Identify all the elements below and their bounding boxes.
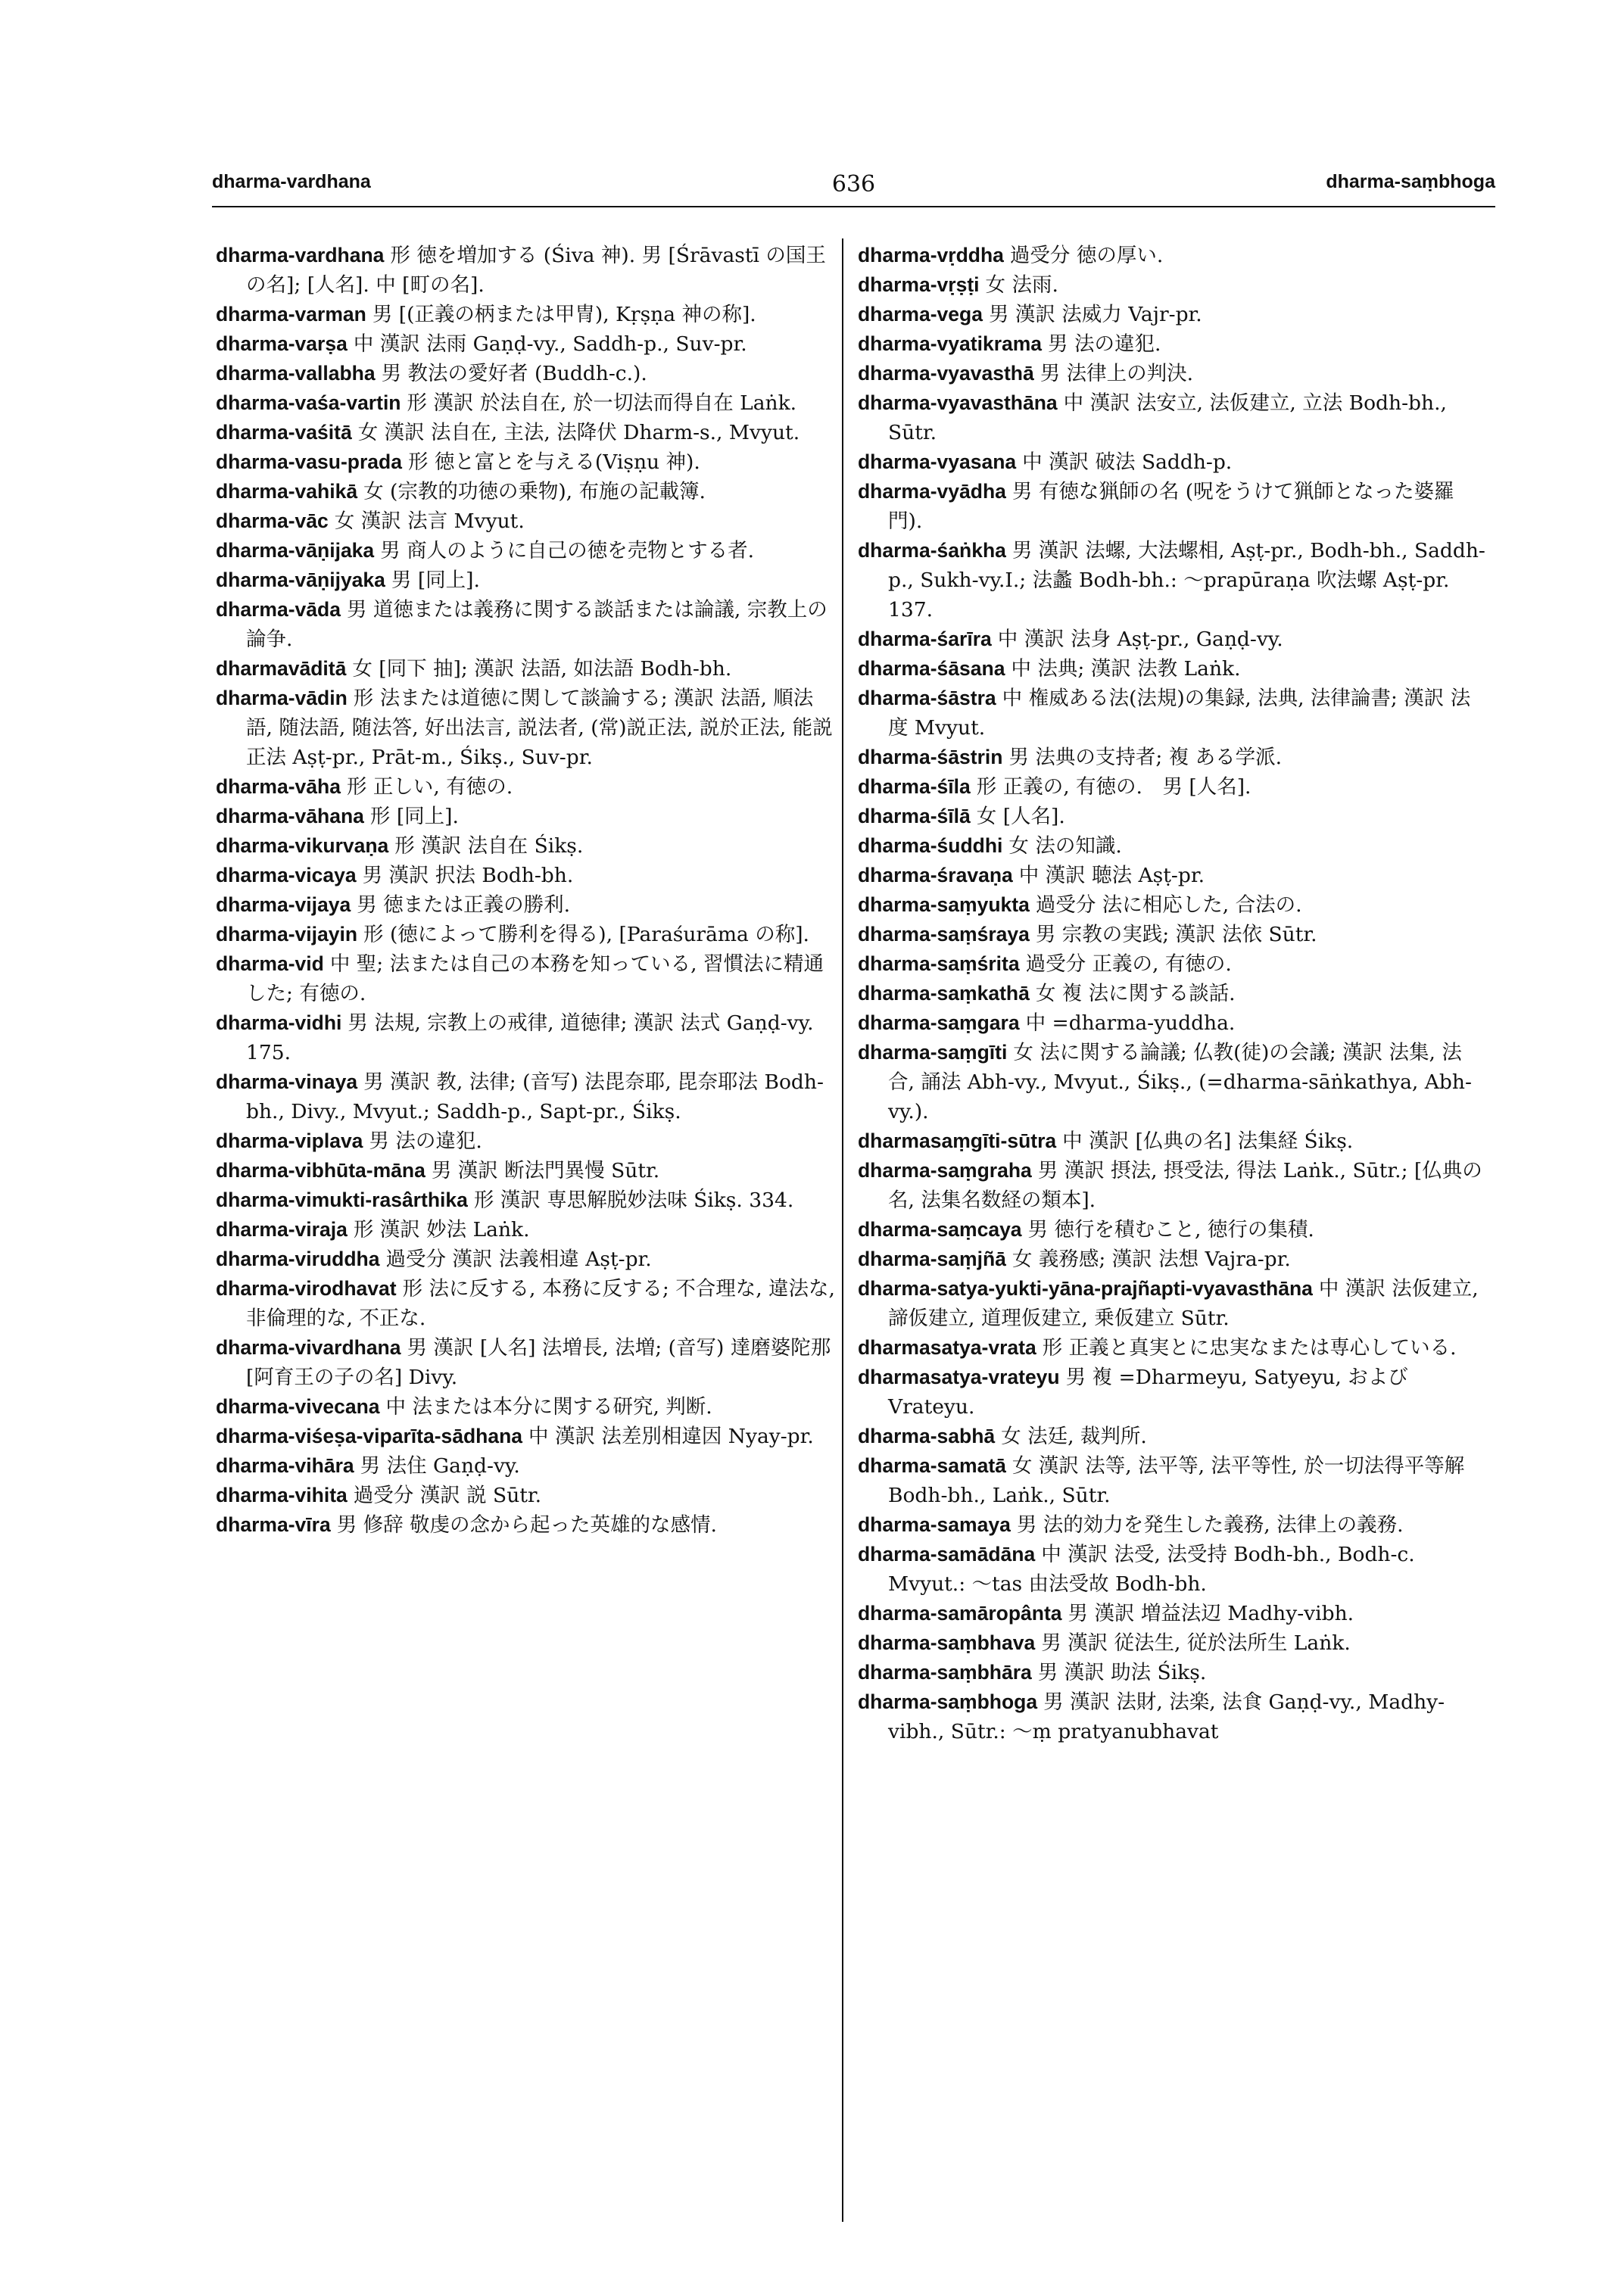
dictionary-entry xyxy=(216,595,837,654)
header-rule xyxy=(212,206,1495,207)
dictionary-entry xyxy=(858,743,1486,772)
dictionary-entry xyxy=(216,802,837,831)
dictionary-entry xyxy=(216,949,837,1008)
dictionary-entry xyxy=(858,1422,1486,1451)
headword: dharma-vaśitā xyxy=(216,421,352,444)
dictionary-entry xyxy=(858,1363,1486,1422)
dictionary-entry xyxy=(858,329,1486,359)
dictionary-entry xyxy=(858,388,1486,447)
dictionary-entry xyxy=(858,802,1486,831)
headword: dharma-vāhana xyxy=(216,805,364,827)
dictionary-entry xyxy=(216,1008,837,1067)
definition: 過受分 正義の, 有徳の. xyxy=(1025,952,1232,976)
dictionary-entry xyxy=(858,772,1486,802)
dictionary-entry xyxy=(216,1245,837,1274)
dictionary-entry xyxy=(858,359,1486,388)
headword: dharma-śāsana xyxy=(858,657,1005,680)
dictionary-entry xyxy=(216,329,837,359)
headword: dharma-samāropânta xyxy=(858,1602,1062,1625)
definition: 男 漢訳 断法門異慢 Sūtr. xyxy=(431,1159,660,1182)
dictionary-entry xyxy=(858,1215,1486,1245)
definition: 形 徳と富とを与える(Viṣṇu 神). xyxy=(407,450,700,474)
definition: 中 法または本分に関する研究, 判断. xyxy=(385,1395,712,1419)
headword: dharma-vāha xyxy=(216,775,341,798)
dictionary-entry xyxy=(858,1658,1486,1687)
headword: dharma-saṃbhāra xyxy=(858,1661,1032,1684)
definition: 中 漢訳 法仮建立, 諦仮建立, 道理仮建立, 乗仮建立 Sūtr. xyxy=(888,1277,1479,1330)
column-divider xyxy=(842,238,843,2222)
headword: dharma-vivecana xyxy=(216,1395,380,1418)
definition: 男 漢訳 法威力 Vajr-pr. xyxy=(988,303,1202,326)
dictionary-entry xyxy=(858,1156,1486,1215)
dictionary-entry xyxy=(858,1126,1486,1156)
headword: dharma-vijayin xyxy=(216,923,358,946)
headword: dharma-viraja xyxy=(216,1218,348,1241)
dictionary-entry xyxy=(216,1215,837,1245)
definition: 中 法典; 漢訳 法教 Laṅk. xyxy=(1011,657,1241,681)
dictionary-entry xyxy=(216,241,837,300)
headword: dharma-saṃyukta xyxy=(858,893,1030,916)
dictionary-entry xyxy=(216,772,837,802)
dictionary-entry xyxy=(858,447,1486,477)
headword: dharma-vid xyxy=(216,952,324,975)
definition: 男 徳行を積むこと, 徳行の集積. xyxy=(1027,1218,1314,1242)
dictionary-entry xyxy=(216,477,837,506)
headword: dharma-vyatikrama xyxy=(858,332,1043,355)
headword: dharma-vasu-prada xyxy=(216,450,402,473)
dictionary-entry xyxy=(216,654,837,684)
definition: 中 漢訳 法安立, 法仮建立, 立法 Bodh-bh., Sūtr. xyxy=(888,391,1447,444)
headword: dharma-sabhā xyxy=(858,1425,996,1447)
headword: dharma-vṛṣṭi xyxy=(858,273,980,296)
definition: 男 漢訳 摂法, 摂受法, 得法 Laṅk., Sūtr.; [仏典の名, 法集名数経の類本]. xyxy=(888,1159,1482,1212)
dictionary-entry xyxy=(858,1599,1486,1628)
headword: dharma-śīlā xyxy=(858,805,971,827)
dictionary-entry xyxy=(858,979,1486,1008)
definition: 形 法に反する, 本務に反する; 不合理な, 違法な, 非倫理的な, 不正な. xyxy=(246,1277,835,1330)
dictionary-entry xyxy=(216,300,837,329)
definition: 男 徳または正義の勝利. xyxy=(357,893,571,917)
definition: 男 漢訳 法財, 法楽, 法食 Gaṇḍ-vy., Madhy-vibh., Sūtr.: 〜ṃ pratyanubhavat xyxy=(888,1690,1445,1743)
headword: dharma-vīra xyxy=(216,1513,331,1536)
dictionary-entry xyxy=(858,949,1486,979)
headword: dharma-vallabha xyxy=(216,362,376,385)
headword: dharma-vāda xyxy=(216,598,341,621)
definition: 女 漢訳 法自在, 主法, 法降伏 Dharm-s., Mvyut. xyxy=(357,421,800,444)
headword: dharma-viruddha xyxy=(216,1248,380,1270)
definition: 中 =dharma-yuddha. xyxy=(1025,1011,1236,1035)
definition: 女 漢訳 法言 Mvyut. xyxy=(334,509,525,533)
headword: dharma-vihita xyxy=(216,1484,348,1506)
definition: 女 法廷, 裁判所. xyxy=(1001,1425,1147,1448)
headword: dharma-satya-yukti-yāna-prajñapti-vyavasthāna xyxy=(858,1277,1313,1300)
dictionary-entry xyxy=(858,831,1486,861)
headword: dharma-vihāra xyxy=(216,1454,354,1477)
headword: dharma-vṛddha xyxy=(858,244,1004,266)
headword: dharma-śuddhi xyxy=(858,834,1003,857)
definition: 男 有徳な猟師の名 (呪をうけて猟師となった婆羅門). xyxy=(888,480,1454,533)
definition: 中 漢訳 破法 Saddh-p. xyxy=(1022,450,1233,474)
headword: dharma-viplava xyxy=(216,1129,363,1152)
definition: 男 漢訳 法螺, 大法螺相, Aṣṭ-pr., Bodh-bh., Saddh-p., Sukh-vy.I.; 法蠡 Bodh-bh.: 〜prapūraṇa 吹法螺 Aṣṭ-pr. 137. xyxy=(888,539,1485,622)
definition: 過受分 漢訳 説 Sūtr. xyxy=(353,1484,542,1507)
headword: dharma-vyādha xyxy=(858,480,1006,503)
right-column xyxy=(858,241,1486,1746)
dictionary-entry xyxy=(216,1274,837,1333)
definition: 男 [同上]. xyxy=(391,569,480,592)
dictionary-entry xyxy=(216,1392,837,1422)
dictionary-entry xyxy=(216,1451,837,1481)
definition: 男 漢訳 教, 法律; (音写) 法毘奈耶, 毘奈耶法 Bodh-bh., Divy., Mvyut.; Saddh-p., Sapt-pr., Śikṣ. xyxy=(246,1070,824,1123)
headword: dharma-saṃcaya xyxy=(858,1218,1022,1241)
headword: dharma-vimukti-rasârthika xyxy=(216,1189,468,1211)
definition: 過受分 法に相応した, 合法の. xyxy=(1035,893,1302,917)
dictionary-entry xyxy=(216,1481,837,1510)
definition: 男 法的効力を発生した義務, 法律上の義務. xyxy=(1016,1513,1404,1537)
header-left-guideword: dharma-vardhana xyxy=(212,171,371,192)
headword: dharmasatya-vrata xyxy=(858,1336,1036,1359)
definition: 男 法典の支持者; 複 ある学派. xyxy=(1008,746,1283,769)
dictionary-entry xyxy=(858,1245,1486,1274)
headword: dharma-saṃbhava xyxy=(858,1631,1036,1654)
definition: 男 漢訳 従法生, 従於法所生 Laṅk. xyxy=(1041,1631,1351,1655)
dictionary-entry xyxy=(216,388,837,418)
dictionary-entry xyxy=(858,625,1486,654)
dictionary-entry xyxy=(216,831,837,861)
definition: 男 法の違犯. xyxy=(369,1129,482,1153)
dictionary-entry xyxy=(858,1687,1486,1746)
definition: 女 法の知識. xyxy=(1008,834,1122,858)
headword: dharma-saṃgraha xyxy=(858,1159,1032,1182)
dictionary-entry xyxy=(858,536,1486,625)
definition: 男 商人のように自己の徳を売物とする者. xyxy=(380,539,755,562)
headword: dharma-vivardhana xyxy=(216,1336,401,1359)
headword: dharma-vardhana xyxy=(216,244,385,266)
headword: dharma-virodhavat xyxy=(216,1277,397,1300)
definition: 男 法の違犯. xyxy=(1048,332,1161,356)
dictionary-entry xyxy=(216,1156,837,1185)
headword: dharma-saṃgara xyxy=(858,1011,1020,1034)
headword: dharma-śaṅkha xyxy=(858,539,1006,562)
header-right-guideword: dharma-saṃbhoga xyxy=(1326,171,1495,192)
headword: dharma-śravaṇa xyxy=(858,864,1013,886)
headword: dharma-vaśa-vartin xyxy=(216,391,401,414)
definition: 形 [同上]. xyxy=(369,805,459,828)
dictionary-entry xyxy=(858,861,1486,890)
headword: dharma-saṃjñā xyxy=(858,1248,1006,1270)
definition: 中 漢訳 法身 Aṣṭ-pr., Gaṇḍ-vy. xyxy=(997,628,1283,651)
headword: dharma-vikurvaṇa xyxy=(216,834,389,857)
definition: 形 漢訳 於法自在, 於一切法而得自在 Laṅk. xyxy=(407,391,797,415)
dictionary-entry xyxy=(858,1038,1486,1126)
headword: dharma-vādin xyxy=(216,687,348,709)
headword: dharma-saṃbhoga xyxy=(858,1690,1038,1713)
definition: 男 宗教の実践; 漢訳 法依 Sūtr. xyxy=(1035,923,1317,946)
definition: 女 [同下 抽]; 漢訳 法語, 如法語 Bodh-bh. xyxy=(352,657,732,681)
definition: 男 教法の愛好者 (Buddh-c.). xyxy=(381,362,647,385)
headword: dharmasatya-vrateyu xyxy=(858,1366,1060,1388)
left-column xyxy=(216,241,837,1540)
headword: dharmasaṃgīti-sūtra xyxy=(858,1129,1057,1152)
dictionary-entry xyxy=(858,1540,1486,1599)
definition: 中 聖; 法または自己の本務を知っている, 習慣法に精通した; 有徳の. xyxy=(246,952,824,1005)
page-number: 636 xyxy=(831,171,876,198)
headword: dharma-śarīra xyxy=(858,628,992,650)
definition: 女 法に関する論議; 仏教(徒)の会議; 漢訳 法集, 法合, 誦法 Abh-vy., Mvyut., Śikṣ., (=dharma-sāṅkathya, Abh-vy.). xyxy=(888,1041,1472,1123)
definition: 形 正義と真実とに忠実なまたは専心している. xyxy=(1042,1336,1457,1360)
definition: 男 法規, 宗教上の戒律, 道徳律; 漢訳 法式 Gaṇḍ-vy. 175. xyxy=(246,1011,814,1064)
dictionary-entry xyxy=(858,1274,1486,1333)
dictionary-entry xyxy=(216,1185,837,1215)
definition: 中 漢訳 [仏典の名] 法集経 Śikṣ. xyxy=(1062,1129,1354,1153)
definition: 女 [人名]. xyxy=(976,805,1065,828)
dictionary-entry xyxy=(858,890,1486,920)
definition: 中 権威ある法(法規)の集録, 法典, 法律論書; 漢訳 法度 Mvyut. xyxy=(888,687,1471,740)
dictionary-entry xyxy=(858,654,1486,684)
headword: dharma-samatā xyxy=(858,1454,1006,1477)
dictionary-entry xyxy=(216,447,837,477)
dictionary-entry xyxy=(858,1451,1486,1510)
definition: 男 漢訳 択法 Bodh-bh. xyxy=(362,864,574,887)
definition: 形 漢訳 妙法 Laṅk. xyxy=(353,1218,530,1242)
headword: dharma-vicaya xyxy=(216,864,357,886)
definition: 男 漢訳 増益法辺 Madhy-vibh. xyxy=(1068,1602,1354,1625)
dictionary-entry xyxy=(216,1126,837,1156)
headword: dharma-varṣa xyxy=(216,332,348,355)
definition: 過受分 徳の厚い. xyxy=(1009,244,1164,267)
definition: 男 漢訳 [人名] 法増長, 法増; (音写) 達磨婆陀那 [阿育王の子の名] Divy. xyxy=(246,1336,831,1389)
definition: 形 徳を増加する (Śiva 神). 男 [Śrāvastī の国王の名]; [人名]. 中 [町の名]. xyxy=(246,244,826,297)
dictionary-entry xyxy=(858,270,1486,300)
dictionary-entry xyxy=(858,300,1486,329)
headword: dharma-vahikā xyxy=(216,480,358,503)
headword: dharma-vibhūta-māna xyxy=(216,1159,425,1182)
headword: dharma-śāstrin xyxy=(858,746,1003,768)
definition: 形 正しい, 有徳の. xyxy=(346,775,513,799)
definition: 形 正義の, 有徳の. 男 [人名]. xyxy=(976,775,1252,799)
dictionary-entry xyxy=(216,920,837,949)
dictionary-entry xyxy=(216,536,837,565)
dictionary-entry xyxy=(858,477,1486,536)
headword: dharmavāditā xyxy=(216,657,347,680)
running-header xyxy=(212,171,1495,209)
dictionary-entry xyxy=(858,1008,1486,1038)
definition: 中 漢訳 法雨 Gaṇḍ-vy., Saddh-p., Suv-pr. xyxy=(353,332,747,356)
definition: 形 漢訳 専思解脱妙法味 Śikṣ. 334. xyxy=(473,1189,794,1212)
headword: dharma-saṃśraya xyxy=(858,923,1030,946)
headword: dharma-saṃśrita xyxy=(858,952,1020,975)
definition: 形 法または道徳に関して談論する; 漢訳 法語, 順法語, 随法語, 随法答, 好出法言, 説法者, (常)説正法, 説於正法, 能説正法 Aṣṭ-pr., Prāt-m., Śikṣ., Suv-pr. xyxy=(246,687,833,769)
definition: 男 漢訳 助法 Śikṣ. xyxy=(1037,1661,1207,1684)
definition: 中 漢訳 法受, 法受持 Bodh-bh., Bodh-c. Mvyut.: 〜tas 由法受故 Bodh-bh. xyxy=(888,1543,1415,1596)
definition: 女 (宗教的功徳の乗物), 布施の記載簿. xyxy=(363,480,706,503)
headword: dharma-vyasana xyxy=(858,450,1017,473)
definition: 男 修辞 敬虔の念から起った英雄的な感情. xyxy=(336,1513,717,1537)
dictionary-entry xyxy=(216,359,837,388)
definition: 男 複 =Dharmeyu, Satyeyu, および Vrateyu. xyxy=(888,1366,1408,1419)
dictionary-entry xyxy=(858,1510,1486,1540)
headword: dharma-samādāna xyxy=(858,1543,1036,1566)
definition: 男 法律上の判決. xyxy=(1040,362,1194,385)
definition: 中 漢訳 聴法 Aṣṭ-pr. xyxy=(1018,864,1205,887)
dictionary-entry xyxy=(216,506,837,536)
headword: dharma-vega xyxy=(858,303,983,326)
definition: 男 [(正義の柄または甲冑), Kṛṣṇa 神の称]. xyxy=(372,303,756,326)
headword: dharma-vāṇijyaka xyxy=(216,569,385,591)
dictionary-entry xyxy=(216,565,837,595)
headword: dharma-varman xyxy=(216,303,366,326)
definition: 女 漢訳 法等, 法平等, 法平等性, 於一切法得平等解 Bodh-bh., Laṅk., Sūtr. xyxy=(888,1454,1465,1507)
definition: 女 法雨. xyxy=(985,273,1058,297)
dictionary-entry xyxy=(858,1628,1486,1658)
dictionary-entry xyxy=(216,684,837,772)
definition: 男 道徳または義務に関する談話または論議, 宗教上の論争. xyxy=(246,598,828,651)
dictionary-entry xyxy=(858,241,1486,270)
dictionary-entry xyxy=(858,684,1486,743)
dictionary-entry xyxy=(216,1333,837,1392)
headword: dharma-samaya xyxy=(858,1513,1011,1536)
definition: 中 漢訳 法差別相違因 Nyay-pr. xyxy=(528,1425,814,1448)
headword: dharma-saṃkathā xyxy=(858,982,1030,1005)
dictionary-entry xyxy=(216,418,837,447)
dictionary-entry xyxy=(858,920,1486,949)
dictionary-entry xyxy=(216,861,837,890)
dictionary-entry xyxy=(858,1333,1486,1363)
dictionary-entry xyxy=(216,1510,837,1540)
headword: dharma-vāṇijaka xyxy=(216,539,375,562)
headword: dharma-vidhi xyxy=(216,1011,342,1034)
headword: dharma-śāstra xyxy=(858,687,996,709)
headword: dharma-vyavasthāna xyxy=(858,391,1058,414)
headword: dharma-vinaya xyxy=(216,1070,358,1093)
headword: dharma-śīla xyxy=(858,775,971,798)
headword: dharma-saṃgīti xyxy=(858,1041,1008,1064)
headword: dharma-vijaya xyxy=(216,893,351,916)
dictionary-entry xyxy=(216,890,837,920)
definition: 女 義務感; 漢訳 法想 Vajra-pr. xyxy=(1011,1248,1291,1271)
definition: 形 漢訳 法自在 Śikṣ. xyxy=(394,834,584,858)
dictionary-entry xyxy=(216,1422,837,1451)
definition: 男 法住 Gaṇḍ-vy. xyxy=(360,1454,520,1478)
headword: dharma-viśeṣa-viparīta-sādhana xyxy=(216,1425,523,1447)
headword: dharma-vāc xyxy=(216,509,329,532)
definition: 形 (徳によって勝利を得る), [Paraśurāma の称]. xyxy=(363,923,809,946)
headword: dharma-vyavasthā xyxy=(858,362,1034,385)
dictionary-entry xyxy=(216,1067,837,1126)
definition: 女 複 法に関する談話. xyxy=(1035,982,1236,1005)
definition: 過受分 漢訳 法義相違 Aṣṭ-pr. xyxy=(385,1248,652,1271)
